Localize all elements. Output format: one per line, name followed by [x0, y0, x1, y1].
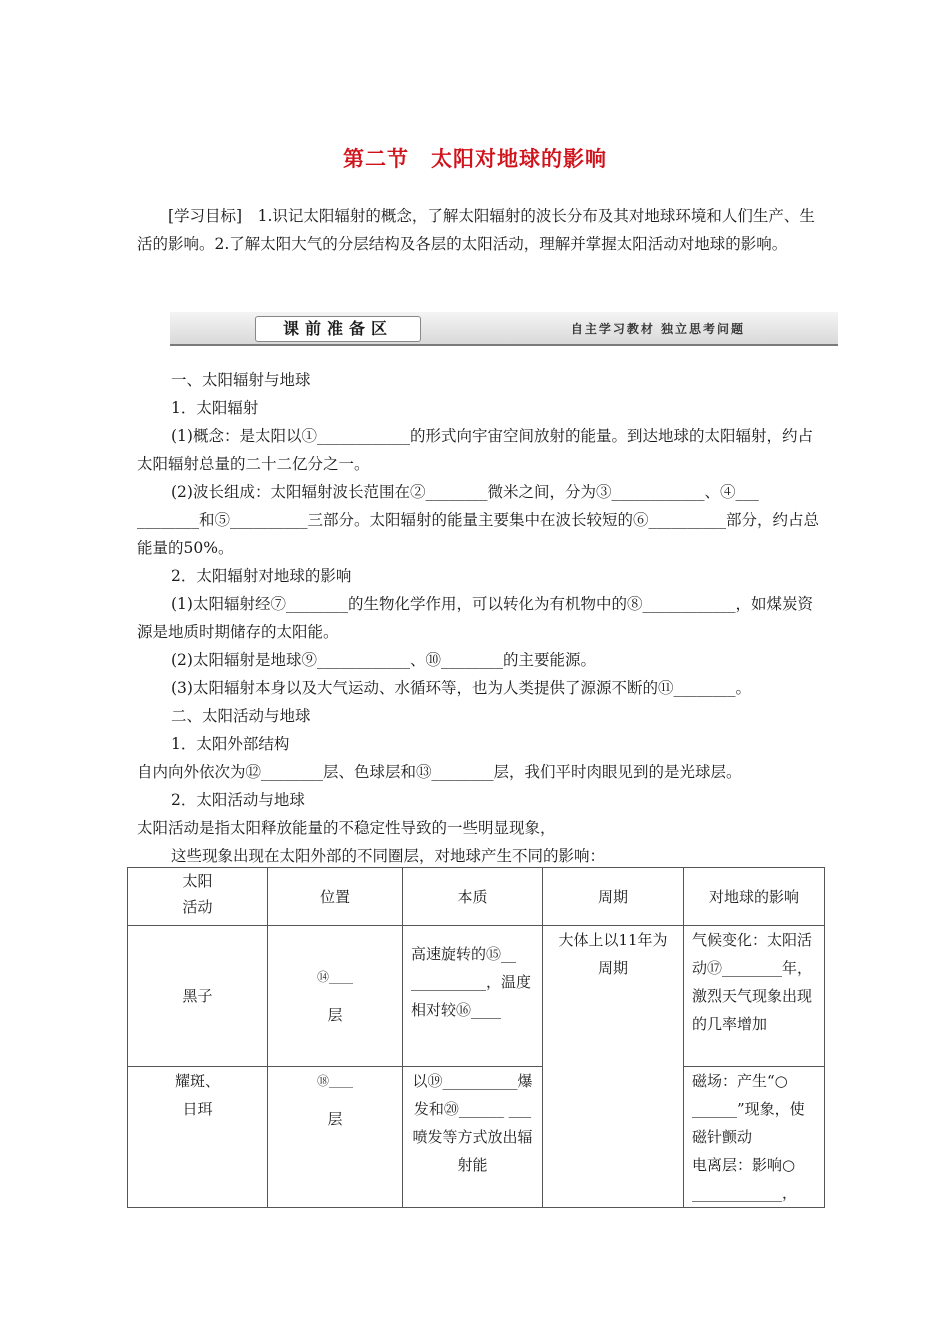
table-header-row	[128, 868, 825, 926]
subheading-2-1: 1．太阳外部结构	[171, 735, 290, 753]
cell-period: 大体上以11年为周期	[543, 926, 684, 1208]
header-nature: 本质	[403, 868, 543, 926]
cell-position-flare	[268, 1067, 403, 1208]
header-period: 周期	[543, 868, 684, 926]
cell-activity-sunspot: 黑子	[128, 926, 268, 1067]
paragraph-wavelength: (2)波长组成：太阳辐射波长范围在②________微米之间，分为③____________、④___ ________和⑤__________三部分。太阳辐射的能量主要集中在波长较短的⑥__________部分，约占总能量的50%。	[137, 483, 820, 557]
heading-2: 二、太阳活动与地球	[171, 707, 311, 725]
cell-impact-flare	[684, 1067, 825, 1208]
header-impact: 对地球的影响	[684, 868, 825, 926]
cell-impact-sunspot: 气候变化：太阳活动⑰________年，激烈天气现象出现的几率增加	[684, 926, 825, 1067]
learning-goals: [学习目标] 1.识记太阳辐射的概念，了解太阳辐射的波长分布及其对地球环境和人们生产、生活的影响。2.了解太阳大气的分层结构及各层的太阳活动，理解并掌握太阳活动对地球的影响。	[137, 207, 815, 253]
cell-position-sunspot	[268, 926, 403, 1067]
paragraph-impact-2: (2)太阳辐射是地球⑨____________、⑩________的主要能源。	[171, 651, 596, 669]
paragraph-activity-1: 太阳活动是指太阳释放能量的不稳定性导致的一些明显现象，	[137, 819, 556, 837]
subheading-2-2: 2．太阳活动与地球	[171, 791, 305, 809]
paragraph-concept: (1)概念：是太阳以①____________的形式向宇宙空间放射的能量。到达地球的太阳辐射，约占太阳辐射总量的二十二亿分之一。	[137, 427, 813, 473]
position-suffix: 层	[327, 1006, 343, 1024]
paragraph-impact-3: (3)太阳辐射本身以及大气运动、水循环等，也为人类提供了源源不断的⑪________。	[171, 679, 751, 697]
table-row	[128, 926, 825, 1067]
position-blank: ⑭____	[316, 970, 353, 984]
heading-1: 一、太阳辐射与地球	[171, 371, 311, 389]
header-position: 位置	[268, 868, 403, 926]
paragraph-structure: 自内向外依次为⑫________层、色球层和⑬________层，我们平时肉眼见到的是光球层。	[137, 763, 742, 781]
impact-ionosphere: 电离层：影响○ ____________，	[692, 1156, 798, 1202]
subheading-1-1: 1．太阳辐射	[171, 399, 259, 417]
impact-magnetic: 磁场：产生“○ ______”现象，使磁针颤动	[692, 1072, 805, 1146]
section-banner	[170, 312, 838, 346]
table-row	[128, 1067, 825, 1208]
cell-activity-flare: 耀斑、 日珥	[128, 1067, 268, 1208]
paragraph-activity-2: 这些现象出现在太阳外部的不同圈层，对地球产生不同的影响：	[171, 847, 606, 865]
cell-nature-flare: 以⑲__________爆发和⑳______ ___喷发等方式放出辐射能	[403, 1067, 543, 1208]
banner-label: 课前准备区	[255, 316, 421, 342]
position-suffix: 层	[327, 1110, 343, 1128]
subheading-1-2: 2．太阳辐射对地球的影响	[171, 567, 352, 585]
paragraph-impact-1: (1)太阳辐射经⑦________的生物化学作用，可以转化为有机物中的⑧____________，如煤炭资源是地质时期储存的太阳能。	[137, 595, 813, 641]
solar-activity-table	[127, 867, 825, 1208]
content-body	[137, 366, 823, 870]
page-title: 第二节 太阳对地球的影响	[343, 146, 607, 171]
banner-subtitle: 自主学习教材 独立思考问题	[570, 322, 745, 336]
cell-nature-sunspot: 高速旋转的⑮__ __________，温度相对较⑯____	[403, 926, 543, 1067]
position-blank: ⑱____	[316, 1074, 353, 1088]
header-activity: 太阳 活动	[128, 868, 268, 926]
